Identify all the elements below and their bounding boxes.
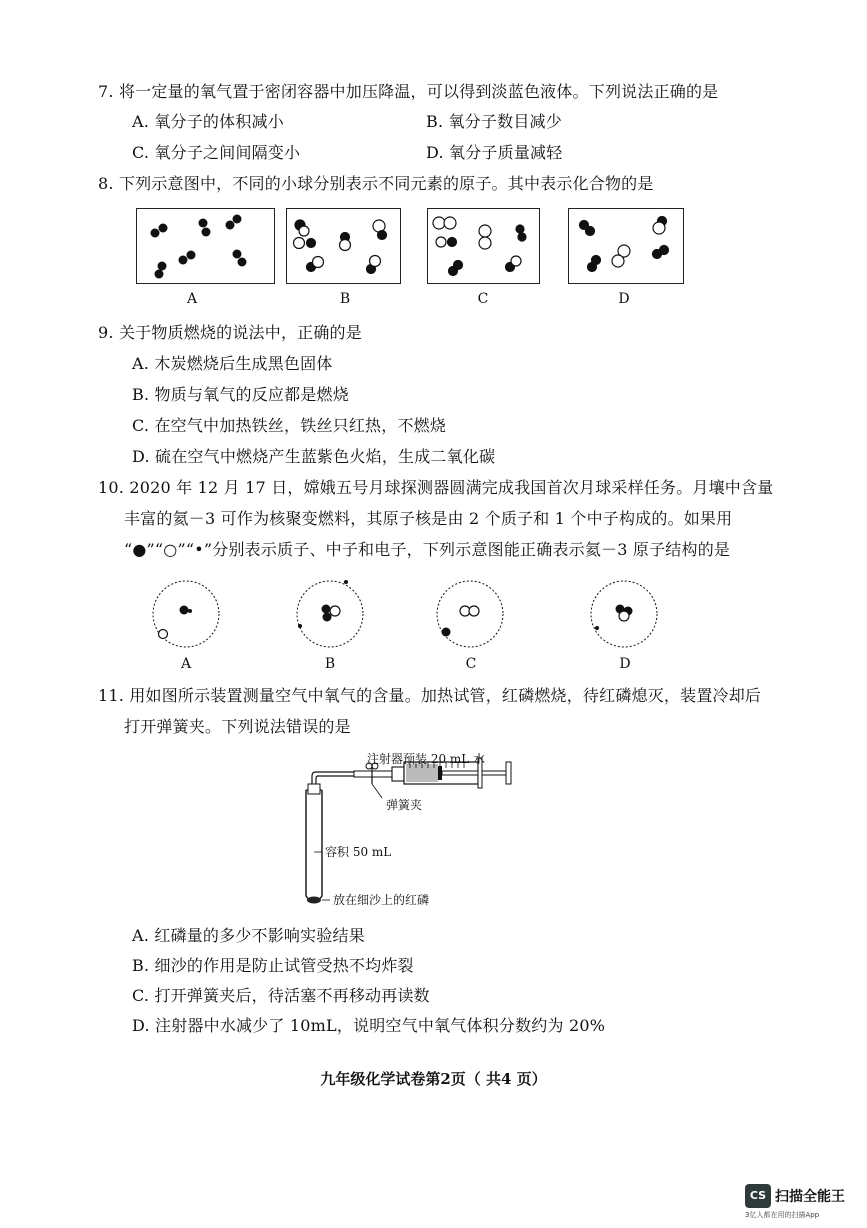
watermark-subtitle: 3亿人都在用的扫描App [745,1211,820,1219]
q10-atom-a [150,576,240,652]
q11-option-c: C. 打开弹簧夹后，待活塞不再移动再读数 [132,986,430,1005]
q8-label-d: D [618,291,630,307]
q11-option-d: D. 注射器中水减少了 10mL，说明空气中氧气体积分数约为 20% [132,1016,606,1035]
q10-label-b: B [324,656,336,672]
q8-diagram-b [287,209,400,283]
q11-option-b: B. 细沙的作用是防止试管受热不均炸裂 [132,956,414,975]
q9-option-c: C. 在空气中加热铁丝，铁丝只红热，不燃烧 [132,416,447,435]
q8-box-a [136,208,275,284]
q8-diagram-d [569,209,683,283]
q10-atom-c [430,576,520,652]
q11-stem-line2: 打开弹簧夹。下列说法错误的是 [124,717,351,736]
q10-label-c: C [465,656,477,672]
q10-label-d: D [619,656,631,672]
q10-stem-line3: “●”“○”“•”分别表示质子、中子和电子，下列示意图能正确表示氦－3 原子结构的是 [124,540,731,559]
q11-stem-line1: 11. 用如图所示装置测量空气中氧气的含量。加热试管，红磷燃烧，待红磷熄灭，装置冷却后 [98,686,762,705]
q8-label-a: A [186,291,198,307]
q7-option-d: D. 氧分子质量减轻 [426,143,563,162]
q8-box-d [568,208,684,284]
q9-stem: 9. 关于物质燃烧的说法中，正确的是 [98,323,362,342]
q8-label-c: C [477,291,489,307]
q8-diagram-a [137,209,274,283]
q11-phosphorus-label: 放在细沙上的红磷 [333,893,430,907]
q11-volume-label: 容积 50 mL [325,845,392,859]
q8-diagram-c [428,209,539,283]
q11-clamp-label: 弹簧夹 [386,798,423,812]
q11-option-a: A. 红磷量的多少不影响实验结果 [132,926,365,945]
q9-option-b: B. 物质与氧气的反应都是燃烧 [132,385,349,404]
q8-box-b [286,208,401,284]
q8-stem: 8. 下列示意图中，不同的小球分别表示不同元素的原子。其中表示化合物的是 [98,174,654,193]
q11-syringe-label: 注射器预装 20 mL 水 [367,752,486,766]
scanner-watermark [745,1182,857,1222]
q9-option-a: A. 木炭燃烧后生成黑色固体 [132,354,333,373]
cs-logo-icon: CS [745,1184,771,1208]
q7-option-a: A. 氧分子的体积减小 [132,112,284,131]
q7-stem: 7. 将一定量的氧气置于密闭容器中加压降温，可以得到淡蓝色液体。下列说法正确的是 [98,82,719,101]
q10-stem-line2: 丰富的氦－3 可作为核聚变燃料，其原子核是由 2 个质子和 1 个中子构成的。如果用 [124,509,733,528]
q10-atom-d [586,576,676,652]
q7-option-b: B. 氧分子数目减少 [426,112,562,131]
q10-atom-b [290,576,380,652]
q8-label-b: B [339,291,351,307]
q7-option-c: C. 氧分子之间间隔变小 [132,143,301,162]
q9-option-d: D. 硫在空气中燃烧产生蓝紫色火焰，生成二氧化碳 [132,447,496,466]
q8-box-c [427,208,540,284]
q10-stem-line1: 10. 2020 年 12 月 17 日，嫦娥五号月球探测器圆满完成我国首次月球采样任务。月壤中含量 [98,478,774,497]
q10-label-a: A [180,656,192,672]
page-footer: 九年级化学试卷第2页（ 共4 页） [320,1070,547,1088]
watermark-brand: 扫描全能王 [775,1189,845,1205]
